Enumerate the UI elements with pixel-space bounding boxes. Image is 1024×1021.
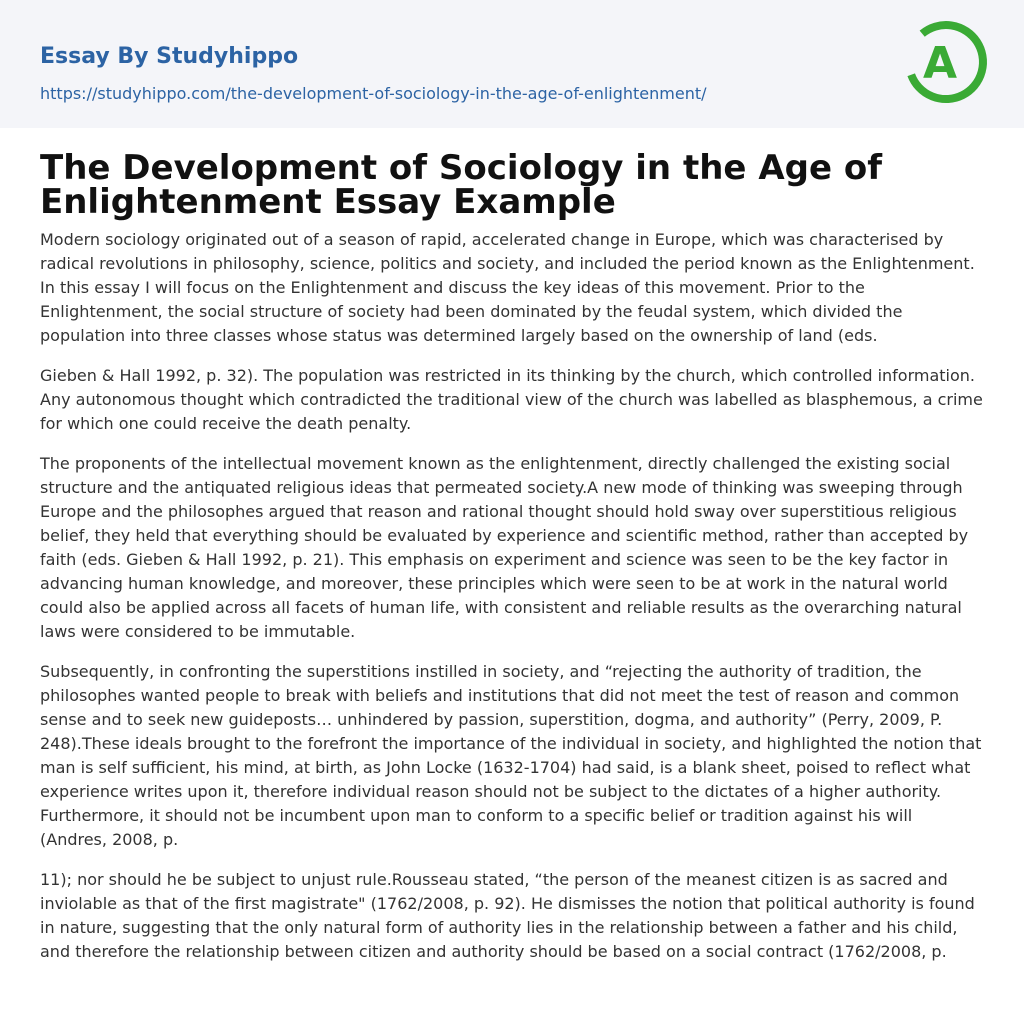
site-title: Essay By Studyhippo (40, 44, 299, 69)
essay-paragraph: The proponents of the intellectual movement known as the enlightenment, directly challenged the existing social structure and the antiquated religious ideas that permeated society.A new mode of thinking was sweeping through Europe and the philosophes argued that reason and rational thought should hold sway over superstitious religious belief, they held that everything should be evaluated by experience and scientific method, rather than accepted by faith (eds. Gieben & Hall 1992, p. 21). This emphasis on experiment and science was seen to be the key factor in advancing human knowledge, and moreover, these principles which were seen to be at work in the natural world could also be applied across all facets of human life, with consistent and reliable results as the overarching natural laws were considered to be immutable. (40, 454, 969, 641)
essay-paragraph: Modern sociology originated out of a season of rapid, accelerated change in Europe, which was characterised by radical revolutions in philosophy, science, politics and society, and included the period known as the Enlightenment. In this essay I will focus on the Enlightenment and discuss the key ideas of this movement. Prior to the Enlightenment, the social structure of society had been dominated by the feudal system, which divided the population into three classes whose status was determined largely based on the ownership of land (eds. (40, 230, 975, 345)
studyhippo-logo-icon[interactable] (900, 16, 992, 108)
essay-paragraph: Gieben & Hall 1992, p. 32). The population was restricted in its thinking by the church, which controlled information. Any autonomous thought which contradicted the traditional view of the church was labelled as blasphemous, a crime for which one could receive the death penalty. (40, 366, 983, 433)
essay-title: The Development of Sociology in the Age of Enlightenment Essay Example (40, 148, 883, 222)
logo-letter: A (922, 38, 958, 89)
essay-body (40, 228, 984, 964)
source-url-link[interactable]: https://studyhippo.com/the-development-of-sociology-in-the-age-of-enlightenment/ (40, 84, 707, 103)
essay-paragraph: Subsequently, in confronting the superstitions instilled in society, and “rejecting the authority of tradition, the philosophes wanted people to break with beliefs and institutions that did not meet the test of reason and common sense and to seek new guideposts… unhindered by passion, superstition, dogma, and authority” (Perry, 2009, P. 248).These ideals brought to the forefront the importance of the individual in society, and highlighted the notion that man is self sufficient, his mind, at birth, as John Locke (1632-1704) had said, is a blank sheet, poised to reflect what experience writes upon it, therefore individual reason should not be subject to the dictates of a higher authority. Furthermore, it should not be incumbent upon man to conform to a specific belief or tradition against his will (Andres, 2008, p. (40, 662, 982, 849)
main-content (0, 128, 1024, 964)
essay-paragraph: 11); nor should he be subject to unjust rule.Rousseau stated, “the person of the meanest citizen is as sacred and inviolable as that of the first magistrate" (1762/2008, p. 92). He dismisses the notion that political authority is found in nature, suggesting that the only natural form of authority lies in the relationship between a father and his child, and therefore the relationship between citizen and authority should be based on a social contract (1762/2008, p. (40, 870, 975, 961)
site-header (0, 0, 1024, 128)
